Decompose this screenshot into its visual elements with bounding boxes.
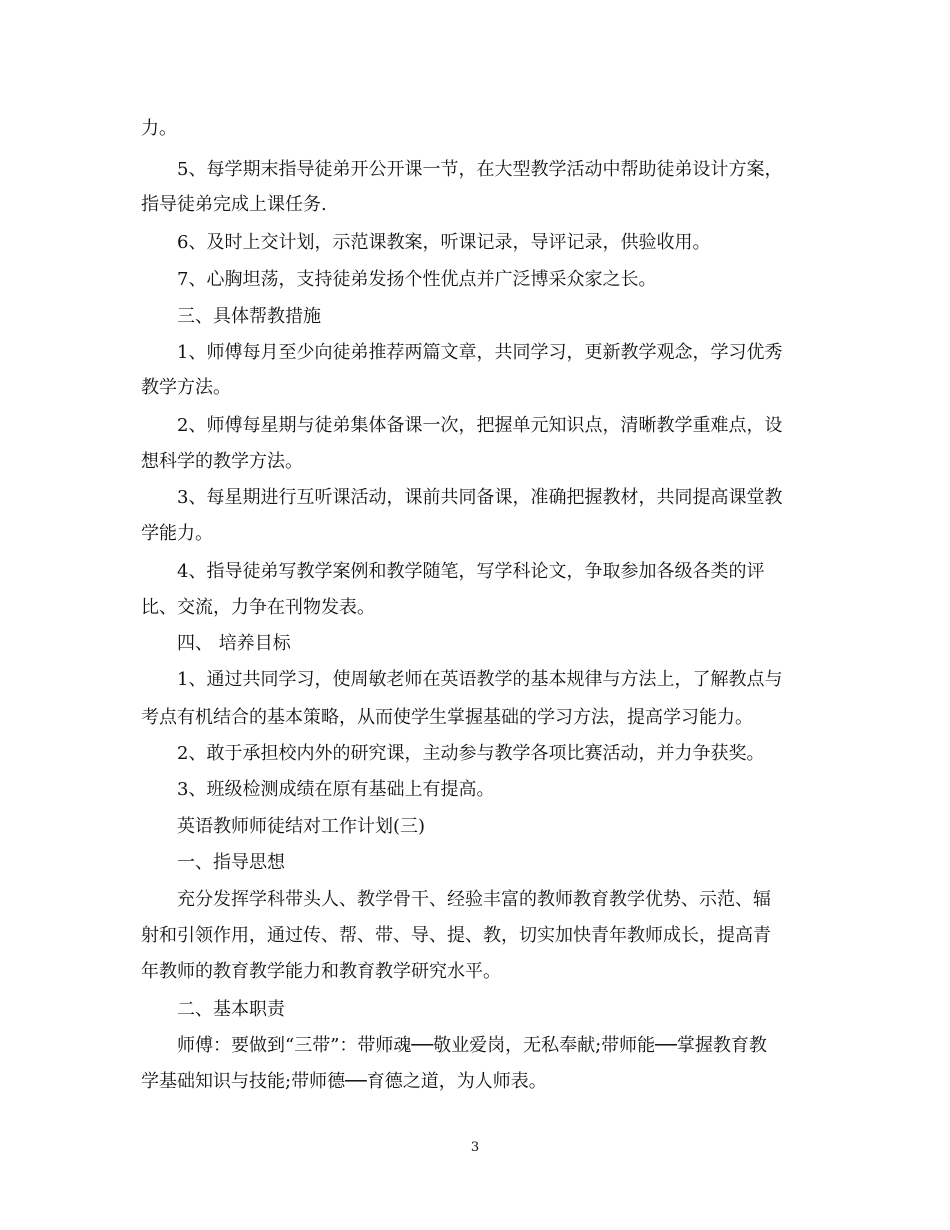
text-line: 教学方法。 [141, 377, 231, 398]
text-line: 7、心胸坦荡，支持徒弟发扬个性优点并广泛博采众家之长。 [177, 269, 657, 290]
section-heading: 三、具体帮教措施 [177, 306, 321, 327]
text-line: 6、及时上交计划，示范课教案，听课记录，导评记录，供验收用。 [177, 232, 711, 253]
text-line: 2、敢于承担校内外的研究课，主动参与教学各项比赛活动，并力争获奖。 [177, 743, 765, 764]
text-line: 想科学的教学方法。 [141, 451, 303, 472]
text-line: 指导徒弟完成上课任务. [141, 194, 327, 215]
document-subtitle: 英语教师师徒结对工作计划(三) [177, 816, 426, 837]
text-line: 充分发挥学科带头人、教学骨干、经验丰富的教师教育教学优势、示范、辐 [177, 889, 771, 910]
text-line: 4、指导徒弟写教学案例和教学随笔，写学科论文，争取参加各级各类的评 [177, 561, 765, 582]
text-line: 5、每学期末指导徒弟开公开课一节，在大型教学活动中帮助徒弟设计方案， [177, 159, 783, 180]
text-line: 力。 [141, 118, 177, 139]
text-line: 学能力。 [141, 523, 213, 544]
text-line: 师傅：要做到“三带”：带师魂──敬业爱岗，无私奉献;带师能──掌握教育教 [177, 1035, 767, 1056]
section-heading: 一、指导思想 [177, 852, 285, 873]
text-line: 学基础知识与技能;带师德──育德之道，为人师表。 [141, 1071, 547, 1092]
section-heading: 四、 培养目标 [177, 633, 291, 654]
text-line: 比、交流，力争在刊物发表。 [141, 597, 375, 618]
text-line: 3、班级检测成绩在原有基础上有提高。 [177, 779, 495, 800]
text-line: 1、师傅每月至少向徒弟推荐两篇文章，共同学习，更新教学观念，学习优秀 [177, 342, 783, 363]
text-line: 3、每星期进行互听课活动，课前共同备课，准确把握教材，共同提高课堂教 [177, 487, 783, 508]
section-heading: 二、基本职责 [177, 999, 285, 1020]
text-line: 年教师的教育教学能力和教育教学研究水平。 [141, 961, 501, 982]
page-number: 3 [470, 1140, 480, 1155]
text-line: 1、通过共同学习，使周敏老师在英语教学的基本规律与方法上，了解教点与 [177, 669, 783, 690]
text-line: 考点有机结合的基本策略，从而使学生掌握基础的学习方法，提高学习能力。 [141, 707, 753, 728]
text-line: 射和引领作用，通过传、帮、带、导、提、教，切实加快青年教师成长，提高青 [141, 925, 771, 946]
text-line: 2、师傅每星期与徒弟集体备课一次，把握单元知识点，清晰教学重难点，设 [177, 415, 783, 436]
